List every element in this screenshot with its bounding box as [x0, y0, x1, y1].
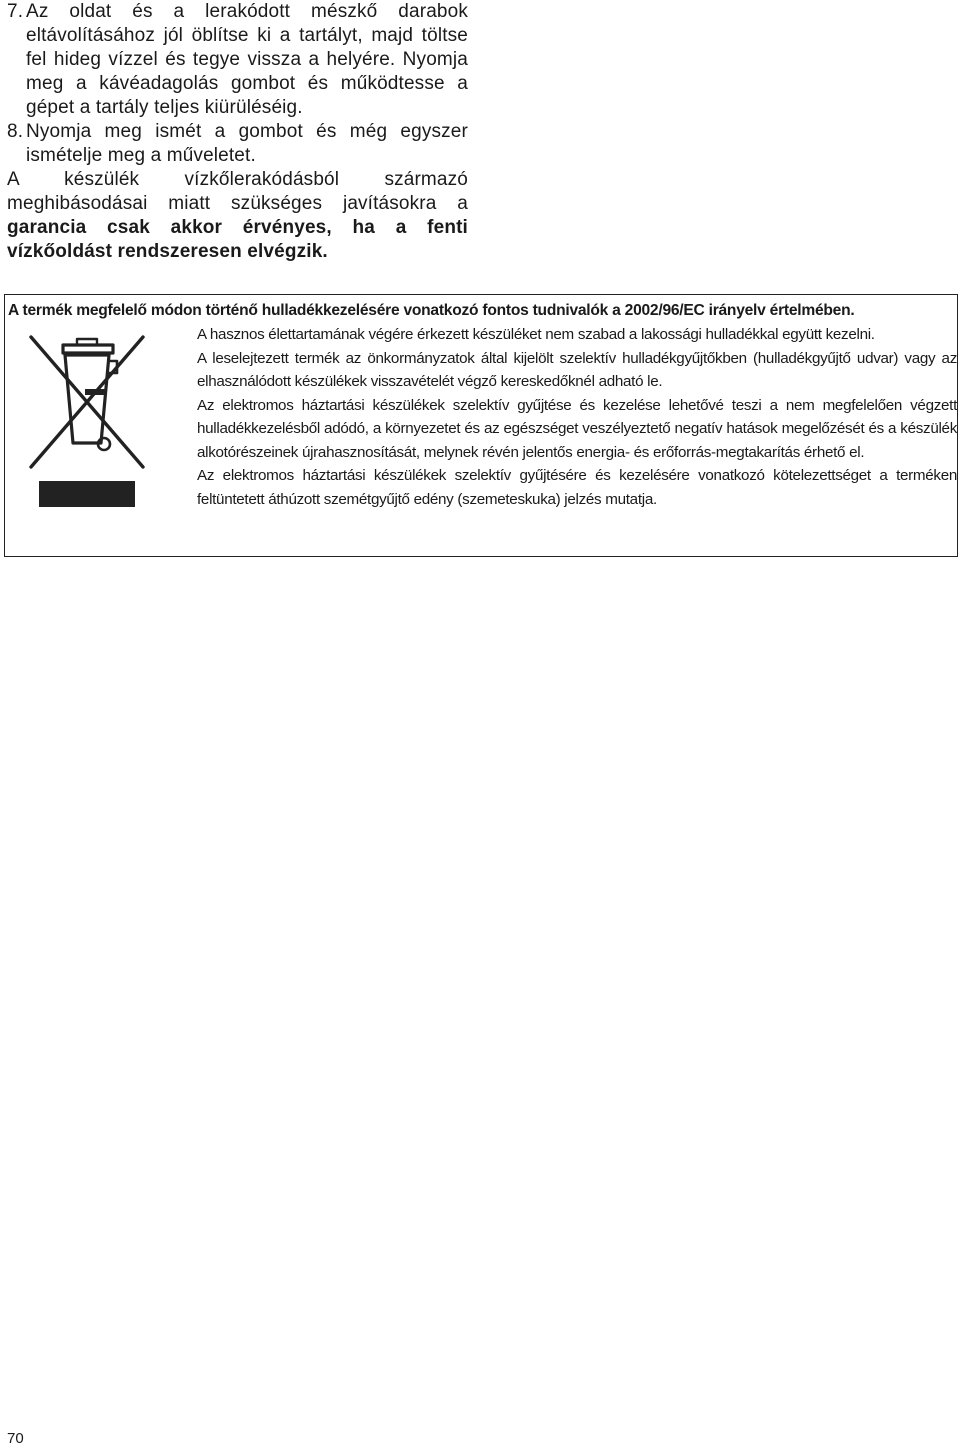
- warranty-warning-bold-last: vízkőoldást rendszeresen elvégzik.: [7, 241, 328, 262]
- step-7: [7, 0, 468, 120]
- weee-paragraph-2: A leselejtezett termék az önkormányzatok által kijelölt szelektív hulladékgyűjtőkben (hulladékgyűjtő udvar) vagy az elhasználódott készülékek visszavételét végző kereskedőknél adható le.: [197, 349, 957, 390]
- weee-paragraph-3: Az elektromos háztartási készülékek szelektív gyűjtése és kezelése lehetővé teszi a nem megfelelően végzett hulladékkezelésből adódó, a környezetet és az egészséget veszélyeztető negatív hatások megelőzését és a készülék alkotórészeinek újrahasznosítását, melynek révén jelentős energia- és erőforrás-megtakarítás érhető el.: [197, 396, 957, 461]
- warranty-warning-text: A készülék vízkőlerakódásból származó meghibásodásai miatt szükséges javításokra a: [7, 169, 468, 214]
- weee-paragraph-4: Az elektromos háztartási készülékek szelektív gyűjtésére és kezelésére vonatkozó kötelezettséget a terméken feltüntetett áthúzott szemétgyűjtő edény (szemeteskuka) jelzés mutatja.: [197, 467, 957, 508]
- step-8-number: 8.: [7, 121, 24, 142]
- weee-paragraph-1: A hasznos élettartamának végére érkezett készüléket nem szabad a lakossági hulladékkal együtt kezelni.: [197, 326, 875, 343]
- weee-text: [197, 323, 957, 511]
- weee-title: A termék megfelelő módon történő hulladékkezelésére vonatkozó fontos tudnivalók a 2002/96/EC irányelv értelmében.: [8, 302, 855, 319]
- warranty-warning: [7, 168, 468, 264]
- step-8-text: Nyomja meg ismét a gombot és még egyszer ismételje meg a műveletet.: [26, 121, 468, 166]
- warranty-warning-bold-line: garancia csak akkor érvényes, ha a fenti: [7, 217, 468, 238]
- page-number: 70: [7, 1430, 24, 1447]
- step-7-text: Az oldat és a lerakódott mészkő darabok eltávolításához jól öblítse ki a tartályt, majd töltse fel hideg vízzel és tegye vissza a helyére. Nyomja meg a kávéadagolás gombot és működtesse a gépet a tartály teljes kiürüléséig.: [26, 1, 468, 118]
- weee-disposal-box: [4, 294, 958, 557]
- descaling-instructions: [7, 0, 468, 264]
- crossed-out-wheelie-bin-icon: [25, 331, 149, 511]
- step-8: [7, 120, 468, 168]
- step-7-number: 7.: [7, 1, 24, 22]
